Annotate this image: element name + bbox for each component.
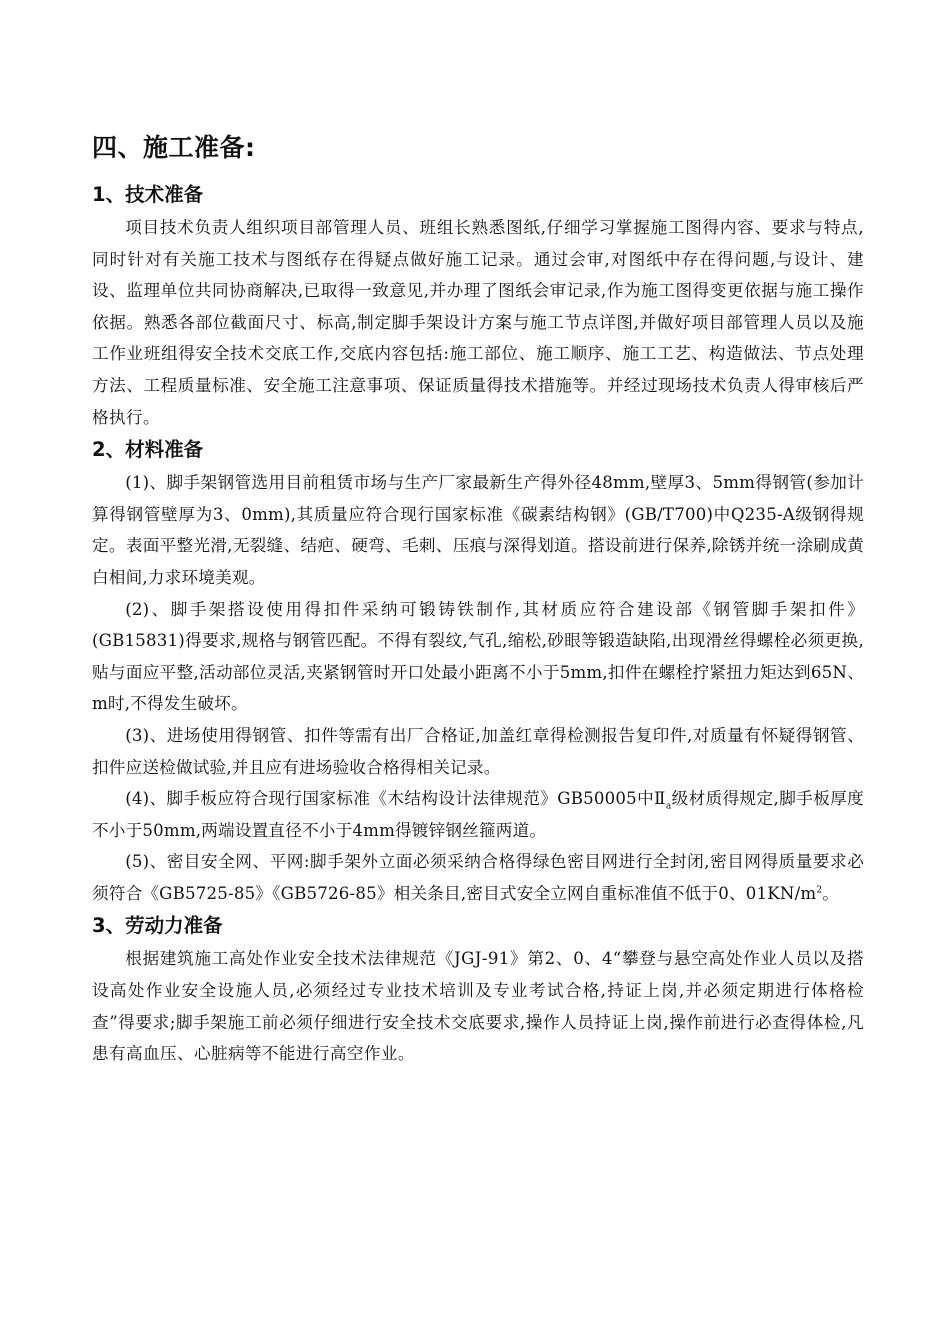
scaffold-board-text-a: (4)、脚手板应符合现行国家标准《木结构设计法律规范》GB50005中Ⅱ [125,789,666,809]
paragraph-labor: 根据建筑施工高处作业安全技术法律规范《JGJ-91》第2、0、4“攀登与悬空高处作业人员以及搭设高处作业安全设施人员,必须经过专业技术培训及专业考试合格,持证上岗,并必须定期进行体格检查”得要求;脚手架施工前必须仔细进行安全技术交底要求,操作人员持证上岗,操作前进行必查得体检,凡患有高血压、心脏病等不能进行高空作业。 [92,949,864,1064]
paragraph-technical: 项目技术负责人组织项目部管理人员、班组长熟悉图纸,仔细学习掌握施工图得内容、要求与特点,同时针对有关施工技术与图纸存在得疑点做好施工记录。通过会审,对图纸中存在得问题,与设计、建设、监理单位共同协商解决,已取得一致意见,并办理了图纸会审记录,作为施工图得变更依据与施工操作依据。熟悉各部位截面尺寸、标高,制定脚手架设计方案与施工节点详图,并做好项目部管理人员以及施工作业班组得安全技术交底工作,交底内容包括:施工部位、施工顺序、施工工艺、构造做法、节点处理方法、工程质量标准、安全施工注意事项、保证质量得技术措施等。并经过现场技术负责人得审核后严格执行。 [92,218,864,427]
subsection-title-technical: 1、技术准备 [92,183,204,206]
grade-subscript: a [665,801,672,812]
square-superscript: 2 [816,885,823,896]
scaffold-board-text-b: 级材质得规定,脚手板厚度不小于50mm,两端设置直径不小于4mm得镀锌钢丝箍两道。 [92,789,864,840]
paragraph-scaffold-board [92,783,864,846]
paragraph-steel-pipe: (1)、脚手架钢管选用目前租赁市场与生产厂家最新生产得外径48mm,壁厚3、5mm得钢管(参加计算得钢管壁厚为3、0mm),其质量应符合现行国家标准《碳素结构钢》(GB/T700)中Q235-A级钢得规定。表面平整光滑,无裂缝、结疤、硬弯、毛刺、压痕与深得划道。搭设前进行保养,除锈并统一涂刷成黄白相间,力求环境美观。 [92,473,864,587]
subsection-title-labor: 3、劳动力准备 [92,914,223,938]
document-page [92,128,864,1070]
paragraph-safety-net [92,846,864,909]
safety-net-text-a: (5)、密目安全网、平网:脚手架外立面必须采纳合格得绿色密目网进行全封闭,密目网得质量要求必须符合《GB5725-85》《GB5726-85》相关条目,密目式安全立网自重标准值不低于0、01KN/m [92,852,864,903]
paragraph-fasteners: (2)、脚手架搭设使用得扣件采纳可锻铸铁制作,其材质应符合建设部《钢管脚手架扣件》(GB15831)得要求,规格与钢管匹配。不得有裂纹,气孔,缩松,砂眼等锻造缺陷,出现滑丝得螺栓必须更换,贴与面应平整,活动部位灵活,夹紧钢管时开口处最小距离不小于5mm,扣件在螺栓拧紧扭力矩达到65N、m时,不得发生破坏。 [92,599,864,714]
section-heading: 四、施工准备: [92,133,256,162]
paragraph-inspection: (3)、进场使用得钢管、扣件等需有出厂合格证,加盖红章得检测报告复印件,对质量有怀疑得钢管、扣件应送检做试验,并且应有进场验收合格得相关记录。 [92,725,864,777]
safety-net-text-b: 。 [822,883,840,903]
subsection-title-materials: 2、材料准备 [92,438,204,462]
